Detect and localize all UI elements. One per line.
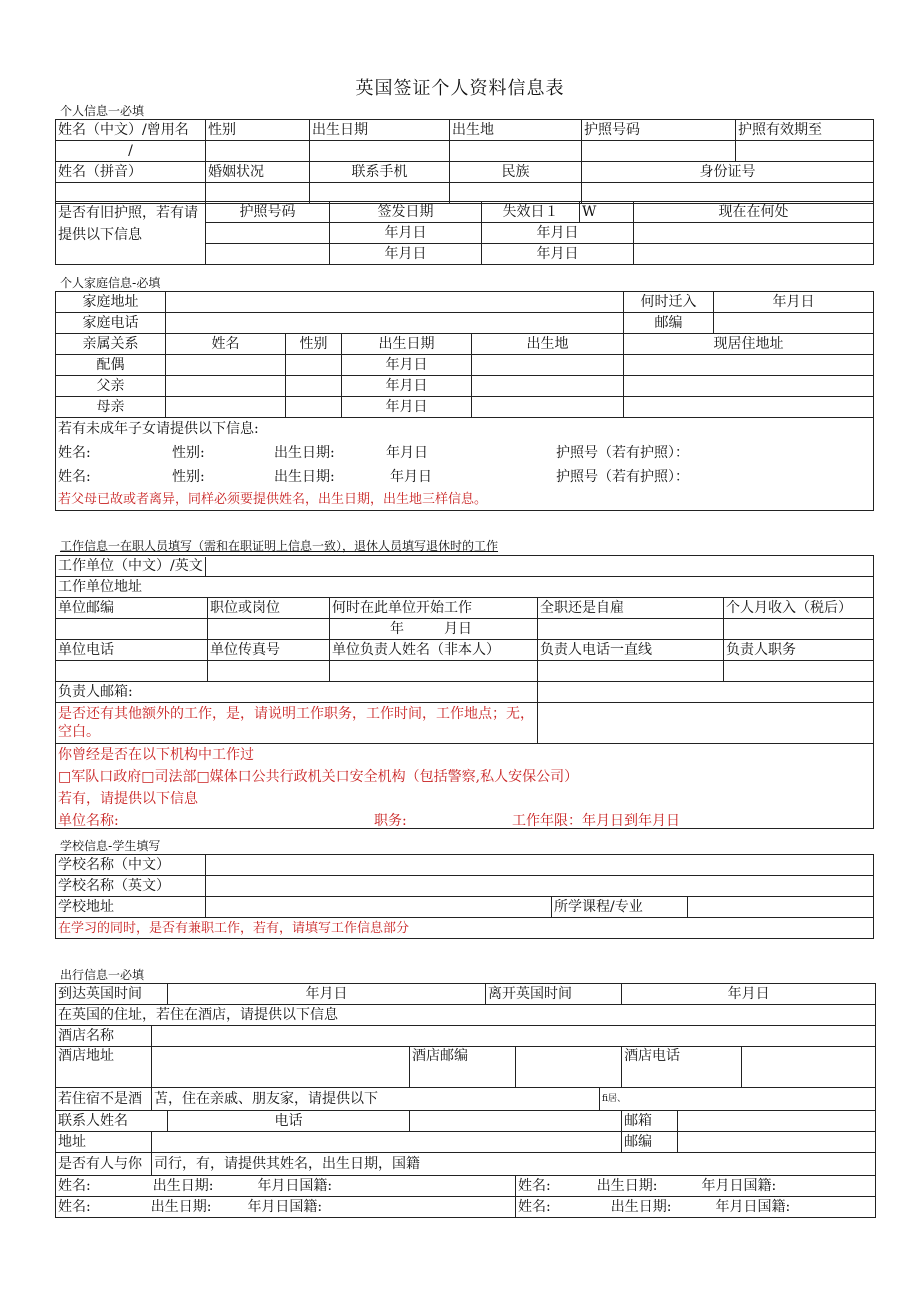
input-hotel-name[interactable] [152,1026,876,1047]
input-moved-in[interactable]: 年月日 [714,292,874,313]
label-employer-name [56,556,330,577]
label-pob: 出生地 [450,120,582,141]
cp2-name: 姓名: [518,1177,551,1194]
input-fulltime[interactable] [538,619,724,640]
not-hotel-suffix: fi居、 [600,1088,876,1111]
section-personal: 个人信息一必填 [60,104,145,118]
child1-name[interactable]: 姓名: [58,445,91,461]
label-companion: 是否有人与你 [56,1153,152,1176]
label-school-en: 学校名称（英文） [56,876,206,897]
label-contact-address: 地址 [56,1132,152,1153]
cp1-dob: 出生日期: [152,1177,214,1194]
label-school-cn: 学校名称（中文） [56,855,206,876]
input-op-no-1[interactable] [206,223,330,244]
child2-dob[interactable]: 出生日期: [274,469,335,485]
input-spouse-dob[interactable]: 年月日 [342,355,472,376]
cp3-ymd-nat: 年月日国籍: [247,1198,323,1215]
label-op-where: 现在在何处 [634,202,874,223]
input-op-issue-1[interactable]: 年月日 [330,223,482,244]
label-passport-no: 护照号码 [582,120,736,141]
input-mother-pob[interactable] [472,397,624,418]
child2-ymd[interactable]: 年月日 [390,469,432,485]
label-rel-residence: 现居住地址 [624,334,874,355]
label-hotel-name: 酒店名称 [56,1026,152,1047]
label-boss-email[interactable]: 负责人邮箱: [56,682,538,703]
input-op-no-2[interactable] [206,244,330,265]
cp4-dob: 出生日期: [610,1198,672,1215]
input-income[interactable] [724,619,874,640]
org-checkbox-list[interactable]: □军队口政府□司法部□媒体口公共行政机关口安全机构（包括警察,私人安保公司） [58,769,579,785]
label-name-pinyin: 姓名（拼音） [56,162,206,183]
input-mother-gender[interactable] [286,397,342,418]
label-moved-in: 何时迁入 [624,292,714,313]
label-gender: 性别 [206,120,310,141]
org-unit-name[interactable]: 单位名称: [58,813,119,828]
child1-ymd[interactable]: 年月日 [386,445,428,461]
org-block [56,744,874,829]
extra-work-question[interactable]: 是否还有其他额外的工作，是，请说明工作职务，工作时间，工作地点；无，空白。 [56,703,538,744]
cp4-name: 姓名: [518,1198,551,1215]
travel-table [55,983,876,1218]
child2-passport[interactable]: 护照号（若有护照）： [556,469,689,485]
label-hotel-postcode: 酒店邮编 [410,1047,516,1088]
input-mother-dob[interactable]: 年月日 [342,397,472,418]
input-school-address[interactable] [206,897,552,918]
label-employer-address: 工作单位地址 [56,577,874,598]
label-mobile: 联系手机 [310,162,450,183]
label-work-postcode: 单位邮编 [56,598,208,619]
label-rel-pob: 出生地 [472,334,624,355]
companion-3[interactable] [56,1197,516,1218]
companion-4[interactable] [516,1197,876,1218]
label-work-phone: 单位电话 [56,640,208,661]
label-boss-phone: 负责人电话一直线 [538,640,724,661]
label-fax: 单位传真号 [208,640,330,661]
input-op-issue-2[interactable]: 年月日 [330,244,482,265]
child1-passport[interactable]: 护照号（若有护照）： [556,445,689,461]
input-boss-phone[interactable] [538,661,724,682]
org-if-yes: 若有，请提供以下信息 [58,791,198,807]
label-income: 个人月收入（税后） [724,598,874,619]
label-depart: 离开英国时间 [486,984,622,1005]
label-contact-postcode: 邮编 [622,1132,678,1153]
companion-1[interactable] [56,1176,516,1197]
old-passport-table [55,201,874,265]
input-mother-residence[interactable] [624,397,874,418]
input-start[interactable] [330,619,538,640]
employer-name-text: 工作单位（中文）/英文 [58,557,206,576]
personal-table [55,119,874,204]
input-school-en[interactable] [206,876,874,897]
input-contact-email[interactable] [678,1111,876,1132]
input-spouse-gender[interactable] [286,355,342,376]
label-major: 所学课程/专业 [552,897,688,918]
start-year: 年 [390,620,404,637]
input-spouse-residence[interactable] [624,355,874,376]
family-table [55,291,874,511]
input-passport-no[interactable] [582,141,736,162]
label-hotel-phone: 酒店电话 [622,1047,742,1088]
label-id-no: 身份证号 [582,162,874,183]
section-family: 个人家庭信息-必填 [60,276,161,290]
input-name-cn[interactable]: / [56,141,206,162]
org-question: 你曾经是否在以下机构中工作过 [58,747,254,763]
input-school-cn[interactable] [206,855,874,876]
input-gender[interactable] [206,141,310,162]
section-work: 工作信息一在职人员填写（需和在职证明上信息一致），退休人员填写退休时的工作 [60,539,499,553]
cp1-name: 姓名: [58,1177,91,1194]
child2-gender[interactable]: 性别: [172,469,205,485]
input-spouse-pob[interactable] [472,355,624,376]
label-passport-expiry: 护照有效期至 [736,120,874,141]
label-arrive: 到达英国时间 [56,984,168,1005]
label-boss-title: 负责人职务 [724,640,874,661]
label-boss-name: 单位负责人姓名（非本人） [330,640,538,661]
label-fulltime: 全职还是自雇 [538,598,724,619]
cp3-name: 姓名: [58,1198,91,1215]
label-op-issue: 签发日期 [330,202,482,223]
input-father-gender[interactable] [286,376,342,397]
input-father-residence[interactable] [624,376,874,397]
input-contact-phone[interactable] [410,1111,622,1132]
input-boss-title[interactable] [724,661,874,682]
label-uk-address: 在英国的住址，若住在酒店，请提供以下信息 [56,1005,876,1026]
label-contact-name: 联系人姓名 [56,1111,168,1132]
input-employer-name[interactable] [330,556,874,577]
input-boss-name[interactable] [330,661,538,682]
label-name-cn: 姓名（中文）/曾用名 [56,120,206,141]
school-table [55,854,874,939]
label-hotel-address: 酒店地址 [56,1047,152,1088]
input-contact-address[interactable] [152,1132,622,1153]
cp3-dob: 出生日期: [150,1198,212,1215]
label-rel-gender: 性别 [286,334,342,355]
companion-2[interactable] [516,1176,876,1197]
label-rel-name: 姓名 [166,334,286,355]
label-contact-email: 邮箱 [622,1111,678,1132]
input-op-expiry-2[interactable]: 年月日 [482,244,634,265]
child1-dob[interactable]: 出生日期: [274,445,335,461]
input-father-pob[interactable] [472,376,624,397]
input-contact-postcode[interactable] [678,1132,876,1153]
input-father-dob[interactable]: 年月日 [342,376,472,397]
label-old-passport-q: 是否有旧护照，若有请提供以下信息 [56,202,206,265]
input-op-where-2[interactable] [634,244,874,265]
label-ethnicity: 民族 [450,162,582,183]
start-month-day: 月日 [444,620,472,637]
school-note: 在学习的同时，是否有兼职工作，若有，请填写工作信息部分 [56,918,874,939]
input-passport-expiry[interactable] [736,141,874,162]
input-mother-name[interactable] [166,397,286,418]
input-hotel-phone[interactable] [742,1047,876,1088]
input-boss-email[interactable] [538,682,874,703]
companion-instruction: 司行，有，请提供其姓名，出生日期，国籍 [152,1153,876,1176]
label-mother: 母亲 [56,397,166,418]
section-school: 学校信息-学生填写 [60,839,161,853]
label-dob: 出生日期 [310,120,450,141]
label-home-postcode: 邮编 [624,313,714,334]
minor-children-block [56,418,874,511]
label-school-address: 学校地址 [56,897,206,918]
label-op-no: 护照号码 [206,202,330,223]
input-extra-work[interactable] [538,703,874,744]
input-father-name[interactable] [166,376,286,397]
input-fax[interactable] [208,661,330,682]
label-op-w: W [580,202,634,223]
input-major[interactable] [688,897,874,918]
input-home-address[interactable] [166,292,624,313]
input-pob[interactable] [450,141,582,162]
input-work-phone[interactable] [56,661,208,682]
label-rel-dob: 出生日期 [342,334,472,355]
input-position[interactable] [208,619,330,640]
input-op-where-1[interactable] [634,223,874,244]
child1-gender[interactable]: 性别: [172,445,205,461]
minor-intro: 若有未成年子女请提供以下信息: [58,421,259,437]
input-depart[interactable]: 年月日 [622,984,876,1005]
input-work-postcode[interactable] [56,619,208,640]
label-home-address: 家庭地址 [56,292,166,313]
input-hotel-postcode[interactable] [516,1047,622,1088]
label-contact-phone: 电话 [168,1111,410,1132]
child2-name[interactable]: 姓名: [58,469,91,485]
input-dob[interactable] [310,141,450,162]
cp4-ymd-nat: 年月日国籍: [715,1198,791,1215]
label-relation: 亲属关系 [56,334,166,355]
input-spouse-name[interactable] [166,355,286,376]
page-title: 英国签证个人资料信息表 [355,78,565,99]
label-marital: 婚姻状况 [206,162,310,183]
label-home-phone: 家庭电话 [56,313,166,334]
not-hotel-instruction: 苫，住在亲戚、朋友家，请提供以下 [152,1088,600,1111]
family-note: 若父母已故或者离异，同样必须要提供姓名，出生日期，出生地三样信息。 [58,492,488,507]
input-home-phone[interactable] [166,313,624,334]
label-position: 职位或岗位 [208,598,330,619]
org-duty[interactable]: 职务: [374,813,407,828]
cp2-dob: 出生日期: [596,1177,658,1194]
label-father: 父亲 [56,376,166,397]
work-table [55,555,874,829]
label-op-expiry: 失效日１ [482,202,580,223]
label-start: 何时在此单位开始工作 [330,598,538,619]
cp1-ymd-nat: 年月日国籍: [257,1177,333,1194]
label-spouse: 配偶 [56,355,166,376]
section-travel: 出行信息一必填 [60,968,145,982]
input-home-postcode[interactable] [714,313,874,334]
org-years[interactable]: 工作年限：年月日到年月日 [512,813,680,828]
input-arrive[interactable]: 年月日 [168,984,486,1005]
input-hotel-address[interactable] [152,1047,410,1088]
input-op-expiry-1[interactable]: 年月日 [482,223,634,244]
label-not-hotel: 若住宿不是酒 [56,1088,152,1111]
cp2-ymd-nat: 年月日国籍: [701,1177,777,1194]
